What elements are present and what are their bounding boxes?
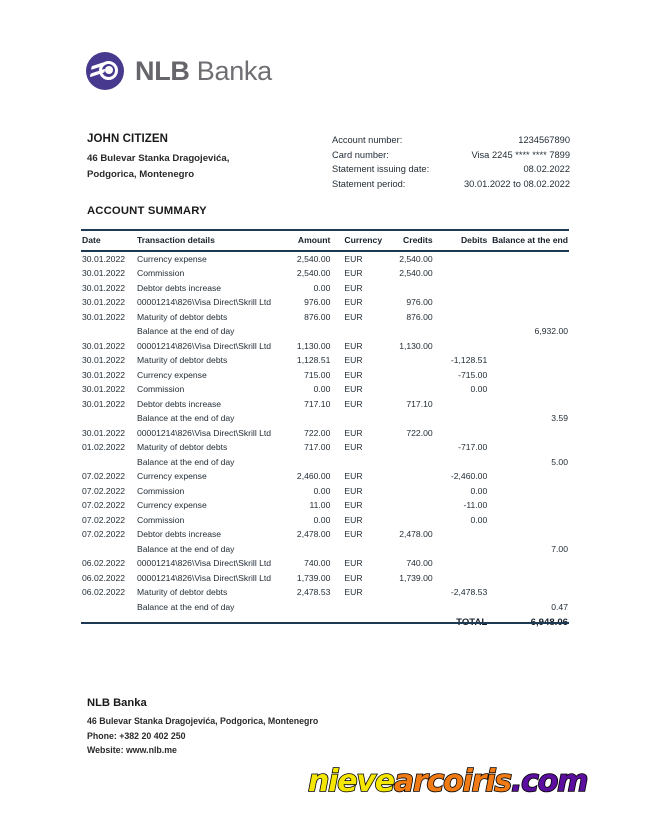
table-row [81, 585, 569, 600]
cell-debits: -715.00 [458, 369, 488, 380]
cell-currency: EUR [344, 369, 363, 380]
table-row-subtotal [81, 542, 569, 557]
cell-amount [280, 455, 338, 470]
cell-balance [491, 484, 569, 499]
cell-date: 07.02.2022 [82, 529, 126, 540]
column-header-balance-at-the-end: Balance at the end [491, 230, 569, 251]
cell-transaction-details: Commission [137, 485, 185, 496]
cell-amount: 722.00 [304, 427, 331, 438]
cell-date: 01.02.2022 [82, 442, 126, 453]
table-row-subtotal [81, 411, 569, 426]
table-row [81, 397, 569, 412]
cell-credits [382, 542, 434, 557]
account-info-row [332, 133, 570, 148]
cell-date: 30.01.2022 [82, 311, 126, 322]
cell-currency: EUR [344, 514, 363, 525]
cell-credits: 976.00 [406, 297, 433, 308]
table-row [81, 251, 569, 267]
cell-balance [491, 397, 569, 412]
table-row [81, 295, 569, 310]
cell-currency [338, 600, 382, 615]
watermark-part-1: nieve [308, 764, 394, 799]
cell-transaction-details: Maturity of debtor debts [137, 355, 228, 366]
cell-date: 06.02.2022 [82, 587, 126, 598]
cell-debits: 0.00 [470, 485, 488, 496]
cell-credits [382, 324, 434, 339]
cell-balance [491, 251, 569, 267]
table-bottom-rule [81, 622, 569, 624]
cell-amount: 976.00 [304, 297, 331, 308]
cell-amount [280, 600, 338, 615]
table-row-subtotal [81, 324, 569, 339]
cell-debits [435, 600, 492, 615]
footer-phone: Phone: +382 20 402 250 [87, 730, 186, 741]
cell-balance: 7.00 [551, 543, 568, 554]
cell-currency [338, 324, 382, 339]
cell-date: 30.01.2022 [82, 355, 126, 366]
column-header-credits: Credits [382, 230, 434, 251]
cell-amount: 717.10 [304, 398, 331, 409]
cell-date: 06.02.2022 [82, 558, 126, 569]
cell-date: 30.01.2022 [82, 369, 126, 380]
cell-debits [435, 455, 492, 470]
cell-currency: EUR [344, 398, 363, 409]
cell-debits [435, 310, 492, 325]
cell-transaction-details: 00001214\826\Visa Direct\Skrill Ltd [137, 297, 272, 308]
cell-amount: 2,460.00 [296, 471, 331, 482]
account-info-label: Account number: [332, 135, 403, 145]
cell-amount: 0.00 [313, 384, 331, 395]
cell-transaction-details: Currency expense [137, 253, 207, 264]
column-header-currency: Currency [338, 230, 382, 251]
cell-amount: 1,128.51 [296, 355, 331, 366]
cell-credits: 2,478.00 [399, 529, 433, 540]
table-header-row [81, 230, 569, 251]
cell-debits [435, 426, 492, 441]
cell-transaction-details: Currency expense [137, 369, 207, 380]
cell-amount: 876.00 [304, 311, 331, 322]
cell-debits [435, 339, 492, 354]
watermark-part-3: .com [510, 764, 588, 799]
table-row [81, 527, 569, 542]
cell-date: 30.01.2022 [82, 427, 126, 438]
cell-transaction-details: Debtor debts increase [137, 282, 222, 293]
column-header-date: Date [81, 230, 131, 251]
cell-date: 30.01.2022 [82, 297, 126, 308]
cell-amount: 2,478.53 [296, 587, 331, 598]
table-row [81, 339, 569, 354]
cell-date: 30.01.2022 [82, 340, 126, 351]
cell-amount: 0.00 [313, 485, 331, 496]
cell-balance [491, 353, 569, 368]
transactions-table [81, 229, 569, 631]
cell-amount: 2,478.00 [296, 529, 331, 540]
cell-balance [491, 585, 569, 600]
table-row [81, 484, 569, 499]
cell-currency [338, 455, 382, 470]
cell-date: 07.02.2022 [82, 485, 126, 496]
cell-currency: EUR [344, 500, 363, 511]
footer-bank-name: NLB Banka [87, 697, 147, 709]
cell-balance [491, 368, 569, 383]
footer-block [87, 697, 318, 758]
cell-balance [491, 571, 569, 586]
cell-transaction-details: Debtor debts increase [137, 529, 222, 540]
customer-block [87, 133, 327, 183]
cell-transaction-details: Currency expense [137, 500, 207, 511]
table-header [81, 230, 569, 251]
cell-transaction-details: Commission [137, 268, 185, 279]
cell-debits [435, 281, 492, 296]
cell-currency: EUR [344, 340, 363, 351]
cell-date [81, 411, 131, 426]
cell-date [81, 542, 131, 557]
cell-credits: 1,130.00 [399, 340, 433, 351]
cell-currency: EUR [344, 427, 363, 438]
cell-transaction-details: Balance at the end of day [137, 601, 235, 612]
cell-credits [382, 440, 434, 455]
table-row [81, 353, 569, 368]
cell-date [81, 455, 131, 470]
cell-currency [338, 411, 382, 426]
table-row [81, 556, 569, 571]
brand-name-regular: Banka [189, 55, 272, 86]
table-row [81, 368, 569, 383]
account-info-row [332, 162, 570, 177]
cell-debits: -11.00 [463, 500, 488, 511]
cell-transaction-details: Debtor debts increase [137, 398, 222, 409]
cell-balance [491, 295, 569, 310]
cell-date: 30.01.2022 [82, 398, 126, 409]
cell-credits: 876.00 [406, 311, 433, 322]
cell-date: 07.02.2022 [82, 471, 126, 482]
cell-date: 30.01.2022 [82, 282, 126, 293]
cell-debits: 0.00 [470, 384, 488, 395]
cell-amount: 1,130.00 [296, 340, 331, 351]
cell-balance [491, 266, 569, 281]
table-row [81, 469, 569, 484]
cell-balance [491, 382, 569, 397]
cell-amount: 2,540.00 [296, 268, 331, 279]
account-info-value: 08.02.2022 [523, 164, 570, 175]
cell-balance: 0.47 [551, 601, 568, 612]
cell-transaction-details: 00001214\826\Visa Direct\Skrill Ltd [137, 558, 272, 569]
watermark [308, 764, 587, 799]
cell-date [81, 324, 131, 339]
cell-debits [435, 324, 492, 339]
cell-transaction-details: Balance at the end of day [137, 413, 235, 424]
cell-balance [491, 527, 569, 542]
cell-currency: EUR [344, 442, 363, 453]
cell-credits [382, 368, 434, 383]
cell-transaction-details: Balance at the end of day [137, 543, 235, 554]
cell-credits [382, 585, 434, 600]
cell-credits [382, 469, 434, 484]
cell-debits: -2,478.53 [450, 587, 488, 598]
cell-credits: 740.00 [406, 558, 433, 569]
cell-debits [435, 251, 492, 267]
column-header-debits: Debits [435, 230, 492, 251]
account-info-block [332, 133, 570, 191]
cell-currency: EUR [344, 311, 363, 322]
cell-amount [280, 324, 338, 339]
cell-amount: 715.00 [304, 369, 331, 380]
cell-debits: -2,460.00 [450, 471, 488, 482]
cell-balance: 3.59 [551, 413, 568, 424]
cell-currency: EUR [344, 558, 363, 569]
customer-name: JOHN CITIZEN [87, 133, 169, 145]
cell-amount [280, 411, 338, 426]
brand-wordmark [135, 56, 272, 87]
cell-balance: 5.00 [551, 456, 568, 467]
account-info-label: Card number: [332, 149, 389, 160]
cell-transaction-details: 00001214\826\Visa Direct\Skrill Ltd [137, 340, 272, 351]
cell-debits: 0.00 [470, 514, 488, 525]
table-row [81, 498, 569, 513]
cell-debits [435, 295, 492, 310]
cell-credits: 2,540.00 [399, 268, 433, 279]
transactions-table-wrapper [81, 229, 569, 631]
account-info-value: Visa 2245 **** **** 7899 [471, 149, 570, 160]
section-title-account-summary: ACCOUNT SUMMARY [87, 205, 207, 217]
cell-transaction-details: Commission [137, 514, 185, 525]
cell-amount: 0.00 [313, 514, 331, 525]
cell-credits: 1,739.00 [399, 572, 433, 583]
account-info-row [332, 177, 570, 192]
cell-balance [491, 556, 569, 571]
customer-address-line2: Podgorica, Montenegro [87, 169, 195, 180]
cell-currency [338, 542, 382, 557]
cell-balance [491, 339, 569, 354]
table-row [81, 310, 569, 325]
cell-debits: -1,128.51 [450, 355, 488, 366]
cell-currency: EUR [344, 297, 363, 308]
table-body [81, 251, 569, 631]
cell-date: 06.02.2022 [82, 572, 126, 583]
cell-currency: EUR [344, 253, 363, 264]
footer-address: 46 Bulevar Stanka Dragojevića, Podgorica, Montenegro [87, 716, 319, 726]
cell-balance [491, 440, 569, 455]
account-info-row [332, 148, 570, 163]
brand-name-bold: NLB [135, 55, 190, 86]
account-info-label: Statement period: [332, 178, 406, 189]
table-row [81, 571, 569, 586]
customer-address-line1: 46 Bulevar Stanka Dragojevića, [87, 153, 230, 164]
cell-currency: EUR [344, 355, 363, 366]
cell-credits [382, 382, 434, 397]
cell-currency: EUR [344, 529, 363, 540]
cell-credits [382, 455, 434, 470]
cell-credits [382, 513, 434, 528]
cell-balance [491, 513, 569, 528]
cell-amount: 11.00 [309, 500, 331, 511]
cell-balance [491, 281, 569, 296]
cell-currency: EUR [344, 384, 363, 395]
cell-transaction-details: Balance at the end of day [137, 326, 235, 337]
cell-credits [382, 353, 434, 368]
cell-amount: 0.00 [313, 282, 331, 293]
watermark-part-2: arcoiris [393, 764, 511, 799]
cell-transaction-details: Commission [137, 384, 185, 395]
cell-balance [491, 469, 569, 484]
cell-transaction-details: Balance at the end of day [137, 456, 235, 467]
cell-date [81, 600, 131, 615]
cell-debits [435, 411, 492, 426]
cell-currency: EUR [344, 572, 363, 583]
table-row [81, 281, 569, 296]
column-header-transaction-details: Transaction details [131, 230, 280, 251]
table-row-subtotal [81, 455, 569, 470]
table-row [81, 382, 569, 397]
cell-credits [382, 498, 434, 513]
cell-transaction-details: Maturity of debtor debts [137, 311, 228, 322]
column-header-amount: Amount [280, 230, 338, 251]
cell-currency: EUR [344, 471, 363, 482]
cell-amount: 740.00 [304, 558, 331, 569]
account-info-label: Statement issuing date: [332, 164, 430, 175]
cell-date: 30.01.2022 [82, 384, 126, 395]
account-info-value: 30.01.2022 to 08.02.2022 [464, 178, 570, 189]
cell-transaction-details: 00001214\826\Visa Direct\Skrill Ltd [137, 572, 272, 583]
cell-debits [435, 397, 492, 412]
cell-balance [491, 498, 569, 513]
cell-transaction-details: 00001214\826\Visa Direct\Skrill Ltd [137, 427, 272, 438]
footer-website: Website: www.nlb.me [87, 745, 177, 755]
cell-credits: 2,540.00 [399, 253, 433, 264]
cell-currency: EUR [344, 282, 363, 293]
cell-credits [382, 600, 434, 615]
cell-balance [491, 426, 569, 441]
cell-currency: EUR [344, 268, 363, 279]
cell-date: 07.02.2022 [82, 500, 126, 511]
cell-amount: 1,739.00 [296, 572, 331, 583]
cell-credits [382, 484, 434, 499]
table-row [81, 266, 569, 281]
cell-credits: 722.00 [406, 427, 433, 438]
cell-currency: EUR [344, 587, 363, 598]
cell-currency: EUR [344, 485, 363, 496]
cell-debits: -717.00 [458, 442, 488, 453]
cell-transaction-details: Currency expense [137, 471, 207, 482]
table-row [81, 426, 569, 441]
cell-date: 30.01.2022 [82, 268, 126, 279]
cell-transaction-details: Maturity of debtor debts [137, 442, 228, 453]
table-row [81, 513, 569, 528]
bank-logo [86, 52, 272, 90]
cell-credits [382, 281, 434, 296]
cell-transaction-details: Maturity of debtor debts [137, 587, 228, 598]
cell-balance: 6,932.00 [534, 326, 568, 337]
cell-debits [435, 542, 492, 557]
logo-eye-dot [105, 66, 113, 74]
cell-debits [435, 556, 492, 571]
cell-debits [435, 527, 492, 542]
cell-date: 07.02.2022 [82, 514, 126, 525]
cell-balance [491, 310, 569, 325]
account-info-value: 1234567890 [518, 135, 570, 145]
cell-date: 30.01.2022 [82, 253, 126, 264]
cell-credits: 717.10 [406, 398, 433, 409]
table-row [81, 440, 569, 455]
table-row-subtotal [81, 600, 569, 615]
cell-amount: 717.00 [304, 442, 331, 453]
nlb-circle-logo-icon [86, 52, 124, 90]
cell-debits [435, 266, 492, 281]
cell-amount: 2,540.00 [296, 253, 331, 264]
cell-amount [280, 542, 338, 557]
cell-debits [435, 571, 492, 586]
cell-credits [382, 411, 434, 426]
